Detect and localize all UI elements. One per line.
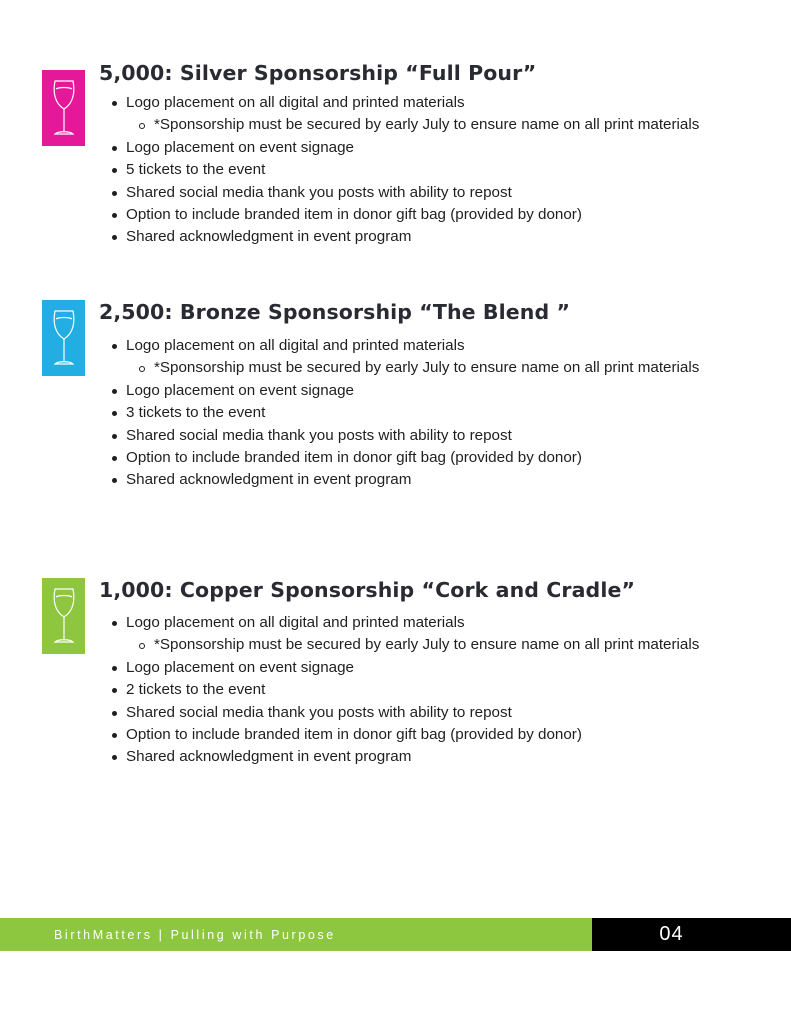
list-item: Shared social media thank you posts with ability to repost [126, 182, 699, 204]
silver-tier-title: 5,000: Silver Sponsorship “Full Pour” [99, 61, 537, 85]
bronze-tier-title: 2,500: Bronze Sponsorship “The Blend ” [99, 300, 571, 324]
list-item: Logo placement on event signage [126, 137, 699, 159]
copper-tier-title: 1,000: Copper Sponsorship “Cork and Cradle” [99, 578, 636, 602]
list-item-note: *Sponsorship must be secured by early July to ensure name on all print materials [126, 634, 699, 656]
list-item-note: *Sponsorship must be secured by early July to ensure name on all print materials [126, 357, 699, 379]
bronze-badge [42, 300, 85, 376]
list-item-note: *Sponsorship must be secured by early July to ensure name on all print materials [126, 114, 699, 136]
list-item: Option to include branded item in donor gift bag (provided by donor) [126, 447, 699, 469]
footer-green-band [0, 918, 592, 951]
list-item: Logo placement on all digital and printed materials [126, 612, 699, 634]
list-item: Shared social media thank you posts with ability to repost [126, 702, 699, 724]
copper-benefits-list [126, 612, 699, 769]
copper-badge [42, 578, 85, 654]
footer-page-box [592, 918, 791, 951]
bronze-benefits-list [126, 335, 699, 492]
list-item: Logo placement on event signage [126, 657, 699, 679]
list-item: Option to include branded item in donor gift bag (provided by donor) [126, 204, 699, 226]
list-item: Shared acknowledgment in event program [126, 746, 699, 768]
list-item: 5 tickets to the event [126, 159, 699, 181]
list-item: Shared acknowledgment in event program [126, 226, 699, 248]
wine-glass-icon [49, 585, 79, 647]
list-item: Option to include branded item in donor gift bag (provided by donor) [126, 724, 699, 746]
list-item: Shared social media thank you posts with ability to repost [126, 425, 699, 447]
list-item: Logo placement on all digital and printed materials [126, 335, 699, 357]
page-number: 04 [659, 923, 684, 945]
list-item: Logo placement on all digital and printed materials [126, 92, 699, 114]
wine-glass-icon [49, 77, 79, 139]
silver-badge [42, 70, 85, 146]
silver-benefits-list [126, 92, 699, 249]
list-item: 3 tickets to the event [126, 402, 699, 424]
page-footer [0, 918, 791, 951]
list-item: Logo placement on event signage [126, 380, 699, 402]
footer-text: BirthMatters | Pulling with Purpose [54, 927, 336, 942]
list-item: Shared acknowledgment in event program [126, 469, 699, 491]
wine-glass-icon [49, 307, 79, 369]
list-item: 2 tickets to the event [126, 679, 699, 701]
